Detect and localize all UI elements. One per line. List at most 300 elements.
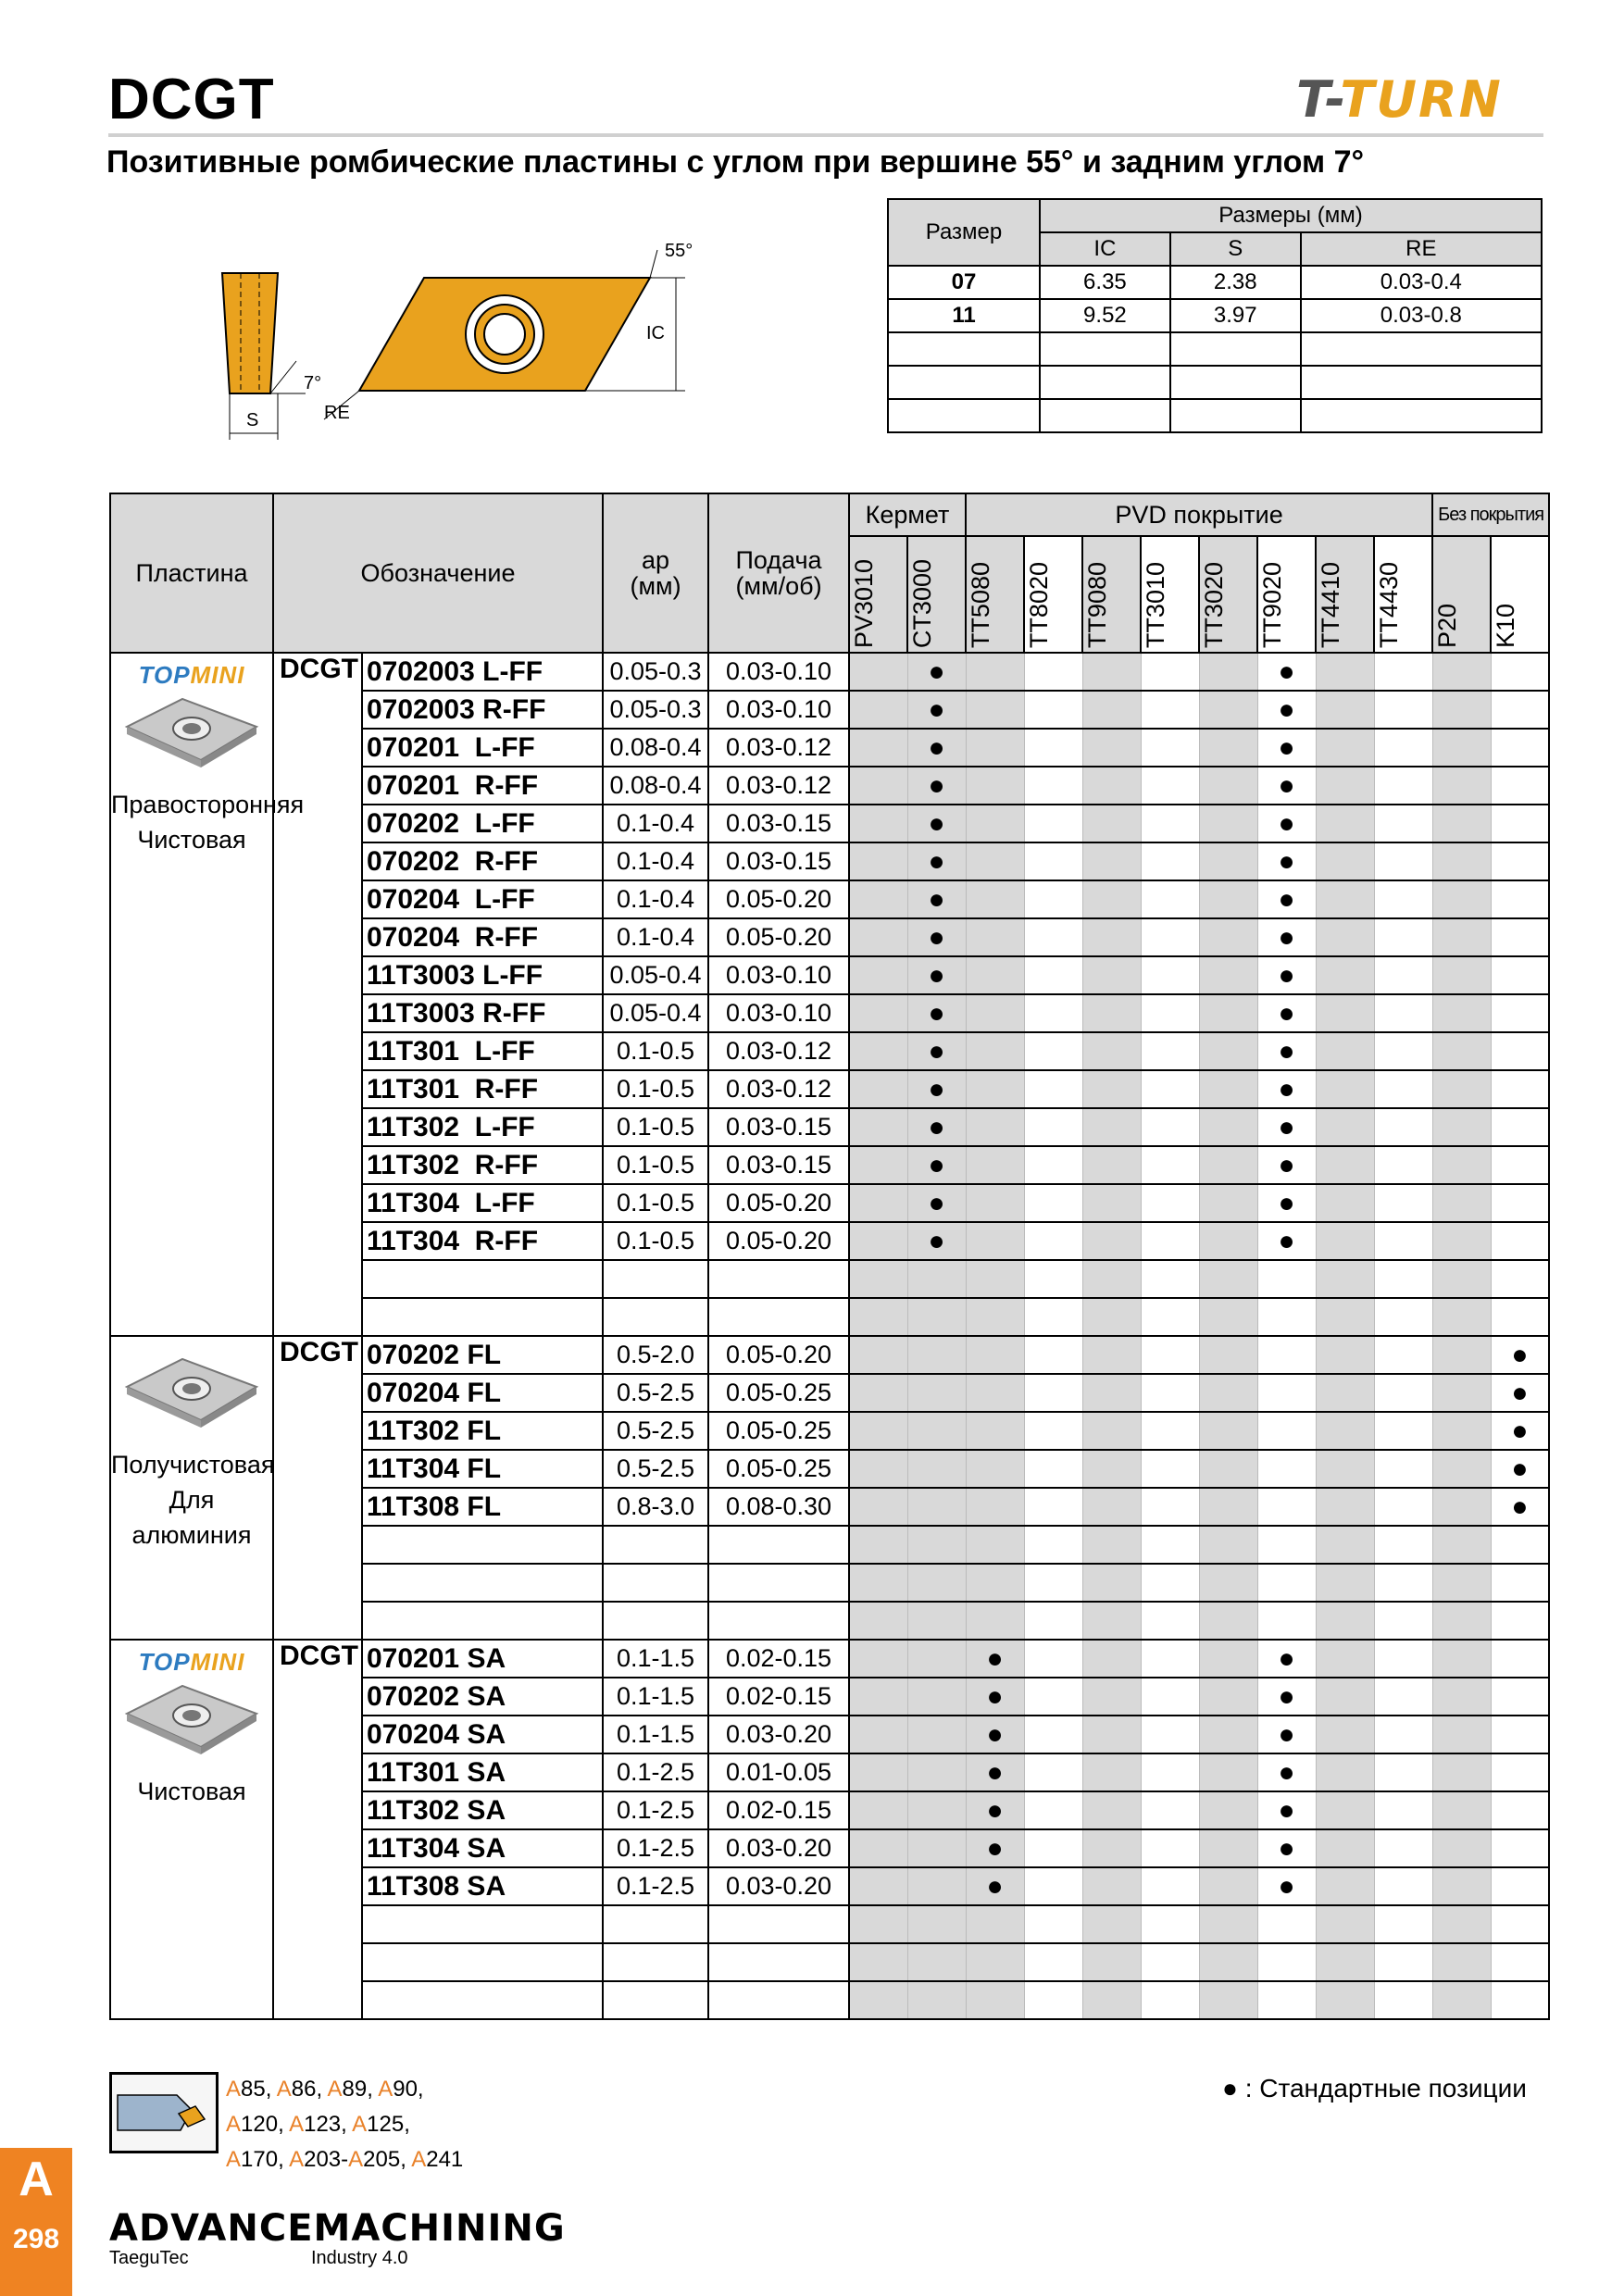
grade-cell-p20 xyxy=(1432,1640,1491,1678)
insert-photo xyxy=(118,1350,266,1433)
grade-cell-tt4430 xyxy=(1374,1488,1432,1526)
grade-cell-pv3010 xyxy=(849,1678,907,1716)
grade-cell-tt3020 xyxy=(1199,1450,1257,1488)
grade-cell-ct3000 xyxy=(907,1943,966,1981)
grade-cell-pv3010 xyxy=(849,767,907,805)
designation-cell: 11T3003 R-FF xyxy=(362,994,603,1032)
grade-cell-tt8020 xyxy=(1024,767,1082,805)
grade-cell-pv3010 xyxy=(849,880,907,918)
grade-cell-tt4410 xyxy=(1316,1222,1374,1260)
designation-cell: 070204 L-FF xyxy=(362,880,603,918)
grade-label: P20 xyxy=(1433,603,1462,648)
grade-cell-ct3000: ● xyxy=(907,1184,966,1222)
grade-cell-ct3000 xyxy=(907,1602,966,1640)
grade-cell-p20 xyxy=(1432,994,1491,1032)
size-table xyxy=(887,198,1543,433)
grade-cell-tt9020 xyxy=(1257,1412,1316,1450)
grade-cell-tt9020: ● xyxy=(1257,918,1316,956)
grade-cell-tt4430 xyxy=(1374,1981,1432,2019)
grade-cell-tt9020: ● xyxy=(1257,1829,1316,1867)
grade-cell-tt3010 xyxy=(1141,1905,1199,1943)
grade-cell-k10 xyxy=(1491,994,1549,1032)
grade-cell-p20 xyxy=(1432,1905,1491,1943)
grade-cell-tt9020: ● xyxy=(1257,1032,1316,1070)
designation-cell: 11T304 R-FF xyxy=(362,1222,603,1260)
grade-cell-tt5080 xyxy=(966,1526,1024,1564)
feed-cell: 0.03-0.12 xyxy=(708,729,849,767)
ap-cell: 0.05-0.4 xyxy=(603,956,708,994)
page-reference-link[interactable]: A125 xyxy=(352,2112,405,2137)
grade-cell-p20 xyxy=(1432,1753,1491,1791)
grade-cell-tt5080 xyxy=(966,880,1024,918)
grade-cell-tt8020 xyxy=(1024,1829,1082,1867)
grade-cell-p20 xyxy=(1432,1678,1491,1716)
page-number: 298 xyxy=(12,2224,60,2254)
grade-cell-tt4430 xyxy=(1374,1791,1432,1829)
grade-cell-tt9080 xyxy=(1082,1070,1141,1108)
grade-cell-tt5080 xyxy=(966,1222,1024,1260)
insert-image-cell xyxy=(110,653,305,1336)
designation-cell: 11T3003 L-FF xyxy=(362,956,603,994)
grade-cell-ct3000: ● xyxy=(907,1222,966,1260)
page-reference-link[interactable]: A203- xyxy=(289,2147,349,2172)
page-reference-link[interactable]: A120 xyxy=(226,2112,279,2137)
feed-cell: 0.02-0.15 xyxy=(708,1640,849,1678)
grade-cell-p20 xyxy=(1432,653,1491,691)
grade-cell-tt3020 xyxy=(1199,1905,1257,1943)
designation-cell xyxy=(362,1943,603,1981)
grade-cell-tt4410 xyxy=(1316,1943,1374,1981)
page-reference-link[interactable]: A90 xyxy=(378,2077,418,2102)
s-col-header: S xyxy=(1170,232,1301,266)
grade-cell-tt3020 xyxy=(1199,1564,1257,1602)
grade-cell-pv3010 xyxy=(849,1526,907,1564)
grade-cell-tt3010 xyxy=(1141,842,1199,880)
dimensions-group-header: Размеры (мм) xyxy=(1040,199,1542,232)
grade-cell-tt9020 xyxy=(1257,1488,1316,1526)
grade-cell-tt8020 xyxy=(1024,1564,1082,1602)
grade-label: TT4430 xyxy=(1375,561,1404,648)
grade-cell-tt9020 xyxy=(1257,1526,1316,1564)
ap-cell: 0.5-2.0 xyxy=(603,1336,708,1374)
grade-cell-ct3000 xyxy=(907,1564,966,1602)
grade-cell-tt5080 xyxy=(966,1905,1024,1943)
designation-cell: 11T304 FL xyxy=(362,1450,603,1488)
grade-cell-tt8020 xyxy=(1024,1374,1082,1412)
ap-cell: 0.05-0.3 xyxy=(603,691,708,729)
grade-cell-p20 xyxy=(1432,1716,1491,1753)
grade-cell-tt4410 xyxy=(1316,1412,1374,1450)
grade-cell-tt8020 xyxy=(1024,1450,1082,1488)
designation-col-header: Обозначение xyxy=(273,493,603,653)
grade-cell-tt9080 xyxy=(1082,1298,1141,1336)
ap-cell: 0.1-0.5 xyxy=(603,1222,708,1260)
grade-header-k10 xyxy=(1491,536,1549,653)
grade-cell-tt4410 xyxy=(1316,1374,1374,1412)
feed-cell: 0.05-0.20 xyxy=(708,880,849,918)
grade-cell-pv3010 xyxy=(849,842,907,880)
designation-cell: 11T301 SA xyxy=(362,1753,603,1791)
ap-cell: 0.1-0.4 xyxy=(603,805,708,842)
ap-cell: 0.1-0.5 xyxy=(603,1032,708,1070)
grade-cell-k10 xyxy=(1491,653,1549,691)
grade-cell-tt5080 xyxy=(966,805,1024,842)
grade-cell-k10 xyxy=(1491,1905,1549,1943)
grade-cell-k10 xyxy=(1491,1222,1549,1260)
grade-header-tt8020 xyxy=(1024,536,1082,653)
grade-cell-p20 xyxy=(1432,1602,1491,1640)
grade-cell-tt9080 xyxy=(1082,1791,1141,1829)
feed-cell xyxy=(708,1905,849,1943)
grade-cell-tt3020 xyxy=(1199,1336,1257,1374)
grade-cell-ct3000: ● xyxy=(907,1108,966,1146)
grade-cell-pv3010 xyxy=(849,994,907,1032)
grade-cell-tt8020 xyxy=(1024,1336,1082,1374)
feed-cell: 0.03-0.20 xyxy=(708,1716,849,1753)
grade-cell-ct3000: ● xyxy=(907,918,966,956)
grade-cell-tt9020: ● xyxy=(1257,994,1316,1032)
grade-cell-ct3000 xyxy=(907,1678,966,1716)
grade-cell-tt9080 xyxy=(1082,1374,1141,1412)
ap-cell: 0.1-0.4 xyxy=(603,918,708,956)
grade-cell-tt9080 xyxy=(1082,1716,1141,1753)
title-rule xyxy=(108,133,1543,137)
grade-cell-tt5080 xyxy=(966,691,1024,729)
grade-cell-tt4430 xyxy=(1374,1108,1432,1146)
grade-cell-tt4430 xyxy=(1374,842,1432,880)
designation-cell xyxy=(362,1602,603,1640)
grade-header-tt4430 xyxy=(1374,536,1432,653)
grade-cell-tt3010 xyxy=(1141,1412,1199,1450)
grade-cell-tt9020: ● xyxy=(1257,1753,1316,1791)
grade-cell-tt3020 xyxy=(1199,1716,1257,1753)
grade-cell-tt9080 xyxy=(1082,1108,1141,1146)
grade-cell-k10 xyxy=(1491,918,1549,956)
grade-cell-tt5080: ● xyxy=(966,1678,1024,1716)
page-reference-link[interactable]: A205 xyxy=(348,2147,401,2172)
grade-cell-tt9080 xyxy=(1082,994,1141,1032)
page-reference-link[interactable]: A170 xyxy=(226,2147,279,2172)
designation-prefix: DCGT xyxy=(273,653,362,1336)
grade-cell-tt3010 xyxy=(1141,729,1199,767)
grade-cell-tt4410 xyxy=(1316,1981,1374,2019)
grade-cell-ct3000 xyxy=(907,1905,966,1943)
ap-cell: 0.1-2.5 xyxy=(603,1791,708,1829)
designation-cell: 11T308 FL xyxy=(362,1488,603,1526)
grade-cell-ct3000 xyxy=(907,1829,966,1867)
grade-header-ct3000 xyxy=(907,536,966,653)
grade-cell-ct3000: ● xyxy=(907,880,966,918)
grade-cell-tt4430 xyxy=(1374,1716,1432,1753)
grade-cell-tt9020 xyxy=(1257,1905,1316,1943)
grade-cell-tt8020 xyxy=(1024,842,1082,880)
designation-cell: 070204 FL xyxy=(362,1374,603,1412)
grade-cell-tt3020 xyxy=(1199,1146,1257,1184)
ap-cell: 0.5-2.5 xyxy=(603,1412,708,1450)
grade-cell-tt4410 xyxy=(1316,994,1374,1032)
ap-cell xyxy=(603,1602,708,1640)
grade-cell-tt9080 xyxy=(1082,1146,1141,1184)
grade-cell-tt8020 xyxy=(1024,1260,1082,1298)
grade-cell-tt4410 xyxy=(1316,918,1374,956)
grade-cell-tt3010 xyxy=(1141,1791,1199,1829)
feed-cell xyxy=(708,1526,849,1564)
grade-cell-pv3010 xyxy=(849,1791,907,1829)
grade-cell-tt8020 xyxy=(1024,1791,1082,1829)
grade-cell-ct3000: ● xyxy=(907,1032,966,1070)
grade-cell-tt3010 xyxy=(1141,1260,1199,1298)
grade-cell-tt3010 xyxy=(1141,1678,1199,1716)
grade-cell-k10 xyxy=(1491,1829,1549,1867)
page-reference-link[interactable]: A241 xyxy=(411,2147,464,2172)
insert-application-label: Правосторонняя Чистовая xyxy=(111,791,305,854)
designation-cell: 11T304 SA xyxy=(362,1829,603,1867)
grade-cell-k10 xyxy=(1491,1716,1549,1753)
grade-cell-tt9020: ● xyxy=(1257,1678,1316,1716)
grade-cell-tt4410 xyxy=(1316,1108,1374,1146)
feed-cell: 0.03-0.10 xyxy=(708,653,849,691)
feed-col-header: Подача (мм/об) xyxy=(708,493,849,653)
grade-cell-tt3010 xyxy=(1141,1564,1199,1602)
grade-cell-k10 xyxy=(1491,1602,1549,1640)
grade-cell-tt4410 xyxy=(1316,1070,1374,1108)
grade-cell-tt9080 xyxy=(1082,1336,1141,1374)
grade-cell-tt8020 xyxy=(1024,918,1082,956)
dim-tip-angle-label: 55° xyxy=(665,241,693,261)
grade-cell-tt3020 xyxy=(1199,729,1257,767)
grade-cell-tt5080 xyxy=(966,842,1024,880)
grade-cell-tt8020 xyxy=(1024,1488,1082,1526)
grade-cell-ct3000: ● xyxy=(907,729,966,767)
grade-cell-k10 xyxy=(1491,767,1549,805)
page-reference-link[interactable]: A85 xyxy=(226,2077,266,2102)
grade-cell-tt3020 xyxy=(1199,691,1257,729)
legend-standard-items: ● : Стандартные позиции xyxy=(1222,2074,1527,2103)
grade-cell-tt5080 xyxy=(966,1943,1024,1981)
grade-cell-tt9020: ● xyxy=(1257,1184,1316,1222)
grade-cell-k10 xyxy=(1491,1526,1549,1564)
insert-col-header: Пластина xyxy=(110,493,273,653)
size-cell: 11 xyxy=(888,299,1040,332)
ap-cell xyxy=(603,1526,708,1564)
grade-cell-tt3010 xyxy=(1141,1298,1199,1336)
grade-cell-tt4410 xyxy=(1316,956,1374,994)
grade-cell-tt8020 xyxy=(1024,1146,1082,1184)
grade-cell-ct3000 xyxy=(907,1640,966,1678)
ap-cell xyxy=(603,1564,708,1602)
grade-cell-tt9080 xyxy=(1082,1488,1141,1526)
grade-label: TT9080 xyxy=(1083,561,1112,648)
side-view-drawing xyxy=(222,273,306,440)
page-reference-link[interactable]: A86 xyxy=(276,2077,317,2102)
size-row-empty xyxy=(888,399,1542,432)
grade-cell-tt3010 xyxy=(1141,1602,1199,1640)
grade-cell-tt9020: ● xyxy=(1257,691,1316,729)
grade-cell-tt9020: ● xyxy=(1257,1108,1316,1146)
grade-cell-tt3020 xyxy=(1199,1640,1257,1678)
grade-cell-tt5080: ● xyxy=(966,1791,1024,1829)
feed-cell: 0.05-0.20 xyxy=(708,918,849,956)
ap-cell: 0.8-3.0 xyxy=(603,1488,708,1526)
designation-cell xyxy=(362,1526,603,1564)
grade-cell-tt4410 xyxy=(1316,1602,1374,1640)
grade-cell-tt9080 xyxy=(1082,1260,1141,1298)
grade-cell-tt4430 xyxy=(1374,1640,1432,1678)
grade-cell-tt4410 xyxy=(1316,1678,1374,1716)
grade-cell-tt3010 xyxy=(1141,1070,1199,1108)
grade-cell-tt8020 xyxy=(1024,1222,1082,1260)
feed-cell: 0.03-0.10 xyxy=(708,994,849,1032)
insert-image-cell xyxy=(110,1640,273,2019)
feed-cell: 0.03-0.20 xyxy=(708,1867,849,1905)
dim-ic-label: IC xyxy=(646,323,665,343)
grade-cell-k10 xyxy=(1491,842,1549,880)
grade-cell-tt5080 xyxy=(966,1032,1024,1070)
grade-cell-tt9020 xyxy=(1257,1943,1316,1981)
grade-cell-tt3020 xyxy=(1199,1867,1257,1905)
grade-cell-ct3000 xyxy=(907,1450,966,1488)
ap-col-header: ap (мм) xyxy=(603,493,708,653)
grade-cell-tt4410 xyxy=(1316,1336,1374,1374)
grade-cell-pv3010 xyxy=(849,1716,907,1753)
grade-cell-tt4430 xyxy=(1374,1564,1432,1602)
grade-cell-tt9020: ● xyxy=(1257,956,1316,994)
grade-cell-tt4410 xyxy=(1316,1450,1374,1488)
ap-cell: 0.1-0.5 xyxy=(603,1184,708,1222)
grade-cell-k10 xyxy=(1491,1678,1549,1716)
grade-cell-tt9080 xyxy=(1082,1640,1141,1678)
grade-cell-k10 xyxy=(1491,1146,1549,1184)
grade-cell-tt4410 xyxy=(1316,1564,1374,1602)
grade-label: K10 xyxy=(1492,603,1520,648)
grade-cell-ct3000 xyxy=(907,1981,966,2019)
grade-cell-tt3010 xyxy=(1141,1450,1199,1488)
grade-cell-tt4430 xyxy=(1374,1298,1432,1336)
grade-cell-tt4430 xyxy=(1374,1867,1432,1905)
grade-cell-tt4410 xyxy=(1316,653,1374,691)
grade-cell-ct3000 xyxy=(907,1867,966,1905)
grade-cell-ct3000: ● xyxy=(907,994,966,1032)
grade-cell-tt4430 xyxy=(1374,691,1432,729)
ap-cell: 0.5-2.5 xyxy=(603,1374,708,1412)
grade-cell-tt4410 xyxy=(1316,1753,1374,1791)
grade-cell-tt5080 xyxy=(966,1450,1024,1488)
grade-cell-tt8020 xyxy=(1024,1032,1082,1070)
grade-cell-tt4410 xyxy=(1316,1905,1374,1943)
grade-cell-tt3020 xyxy=(1199,956,1257,994)
grade-cell-tt5080 xyxy=(966,1981,1024,2019)
grade-cell-p20 xyxy=(1432,842,1491,880)
grade-cell-tt4410 xyxy=(1316,880,1374,918)
grade-cell-tt8020 xyxy=(1024,1602,1082,1640)
grade-cell-tt9020: ● xyxy=(1257,842,1316,880)
grade-cell-k10: ● xyxy=(1491,1488,1549,1526)
grade-cell-tt3010 xyxy=(1141,1981,1199,2019)
grade-cell-tt8020 xyxy=(1024,1981,1082,2019)
feed-cell: 0.03-0.10 xyxy=(708,691,849,729)
grade-cell-tt3010 xyxy=(1141,1488,1199,1526)
grade-cell-tt3020 xyxy=(1199,653,1257,691)
grade-cell-tt4430 xyxy=(1374,1905,1432,1943)
grade-cell-k10 xyxy=(1491,729,1549,767)
grade-cell-tt3010 xyxy=(1141,805,1199,842)
toolholder-reference-icon[interactable] xyxy=(109,2072,219,2153)
dim-re-label: RE xyxy=(324,403,350,423)
grade-cell-tt4430 xyxy=(1374,1526,1432,1564)
feed-cell: 0.02-0.15 xyxy=(708,1678,849,1716)
grade-cell-tt4430 xyxy=(1374,1678,1432,1716)
grade-cell-tt5080 xyxy=(966,767,1024,805)
grade-cell-tt3020 xyxy=(1199,1184,1257,1222)
grade-cell-p20 xyxy=(1432,729,1491,767)
grade-cell-ct3000 xyxy=(907,1526,966,1564)
grade-cell-tt9080 xyxy=(1082,842,1141,880)
grade-cell-k10 xyxy=(1491,1943,1549,1981)
grade-cell-p20 xyxy=(1432,1943,1491,1981)
insert-photo xyxy=(118,690,266,773)
grade-cell-pv3010 xyxy=(849,1336,907,1374)
grade-cell-tt5080 xyxy=(966,1336,1024,1374)
grade-cell-tt9080 xyxy=(1082,653,1141,691)
grade-cell-tt9080 xyxy=(1082,1905,1141,1943)
s-cell: 2.38 xyxy=(1170,266,1301,299)
grade-cell-p20 xyxy=(1432,1298,1491,1336)
grade-cell-pv3010 xyxy=(849,653,907,691)
grade-cell-tt4430 xyxy=(1374,767,1432,805)
grade-cell-tt3010 xyxy=(1141,1222,1199,1260)
grade-cell-pv3010 xyxy=(849,1070,907,1108)
ap-cell: 0.08-0.4 xyxy=(603,767,708,805)
grade-cell-tt5080 xyxy=(966,1488,1024,1526)
grade-cell-pv3010 xyxy=(849,1753,907,1791)
grade-cell-pv3010 xyxy=(849,1374,907,1412)
grade-cell-p20 xyxy=(1432,1108,1491,1146)
grade-cell-tt3010 xyxy=(1141,1336,1199,1374)
grade-cell-p20 xyxy=(1432,1070,1491,1108)
grade-cell-tt9080 xyxy=(1082,1032,1141,1070)
grade-cell-p20 xyxy=(1432,1488,1491,1526)
ic-cell: 6.35 xyxy=(1040,266,1170,299)
grade-cell-tt4410 xyxy=(1316,1526,1374,1564)
section-tab[interactable] xyxy=(0,2148,72,2296)
grade-header-tt9080 xyxy=(1082,536,1141,653)
designation-cell xyxy=(362,1298,603,1336)
grade-cell-k10 xyxy=(1491,956,1549,994)
grade-cell-k10 xyxy=(1491,1032,1549,1070)
topmini-logo: TOPMINI xyxy=(138,661,245,689)
grade-cell-tt4410 xyxy=(1316,1260,1374,1298)
grade-cell-tt3020 xyxy=(1199,1108,1257,1146)
grade-cell-tt3020 xyxy=(1199,1222,1257,1260)
grade-cell-tt9080 xyxy=(1082,1867,1141,1905)
grade-cell-tt8020 xyxy=(1024,994,1082,1032)
grade-cell-pv3010 xyxy=(849,1222,907,1260)
page-reference-link[interactable]: A89 xyxy=(327,2077,368,2102)
size-row-empty xyxy=(888,332,1542,366)
ap-cell: 0.08-0.4 xyxy=(603,729,708,767)
feed-cell: 0.03-0.15 xyxy=(708,1146,849,1184)
designation-cell: 11T304 L-FF xyxy=(362,1184,603,1222)
grade-cell-tt3010 xyxy=(1141,1867,1199,1905)
grade-cell-tt4410 xyxy=(1316,1146,1374,1184)
page-reference-link[interactable]: A123 xyxy=(289,2112,342,2137)
grade-cell-tt4430 xyxy=(1374,880,1432,918)
insert-photo xyxy=(118,1677,266,1760)
grade-cell-tt5080 xyxy=(966,1564,1024,1602)
ap-cell: 0.1-1.5 xyxy=(603,1678,708,1716)
grade-cell-tt9080 xyxy=(1082,691,1141,729)
grade-cell-tt9080 xyxy=(1082,1981,1141,2019)
